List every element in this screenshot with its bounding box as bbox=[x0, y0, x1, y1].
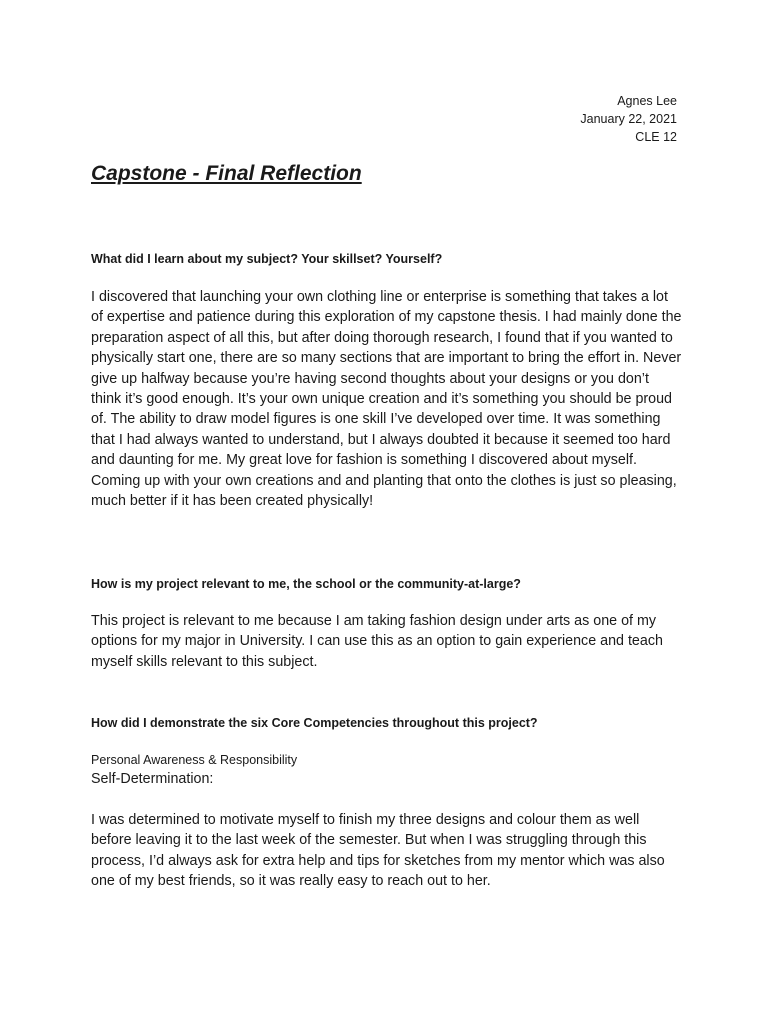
course-code: CLE 12 bbox=[635, 130, 677, 144]
answer-3: I was determined to motivate myself to finish my three designs and colour them as well before leaving it to the last week of the semester. But when I was struggling through this process, I’d always ask for extra help and tips for sketches from my mentor which was also one of my best friends, so it was really easy to reach out to her. bbox=[91, 812, 665, 890]
question-2: How is my project relevant to me, the school or the community-at-large? bbox=[91, 577, 521, 591]
question-3: How did I demonstrate the six Core Competencies throughout this project? bbox=[91, 716, 538, 730]
answer-2: This project is relevant to me because I am taking fashion design under arts as one of my options for my major in University. I can use this as an option to gain experience and teach myself skills relevant to this subject. bbox=[91, 613, 663, 670]
answer-1: I discovered that launching your own clothing line or enterprise is something that takes a lot of expertise and patience during this exploration of my capstone thesis. I had mainly done the preparation aspect of all this, but after doing thorough research, I found that if you wanted to physically start one, there are so many sections that are important to bring the effort in. Never give up halfway because you’re having second thoughts about your designs or you don’t think it’s good enough. It’s your own unique creation and it’s something you should be proud of. The ability to draw model figures is one skill I’ve developed over time. It was something that I had always wanted to understand, but I always doubted it because it seemed too hard and daunting for me. My great love for fashion is something I discovered about myself. Coming up with your own creations and and planting that onto the clothes is just so pleasing, much better if it has been created physically! bbox=[91, 289, 682, 510]
competency-subheading: Self-Determination: bbox=[91, 771, 214, 787]
document-date: January 22, 2021 bbox=[580, 112, 677, 126]
competency-heading: Personal Awareness & Responsibility bbox=[91, 753, 298, 767]
author-header bbox=[580, 92, 677, 146]
page-title: Capstone - Final Reflection bbox=[91, 162, 362, 185]
author-name: Agnes Lee bbox=[617, 94, 677, 108]
question-1: What did I learn about my subject? Your skillset? Yourself? bbox=[91, 252, 443, 266]
